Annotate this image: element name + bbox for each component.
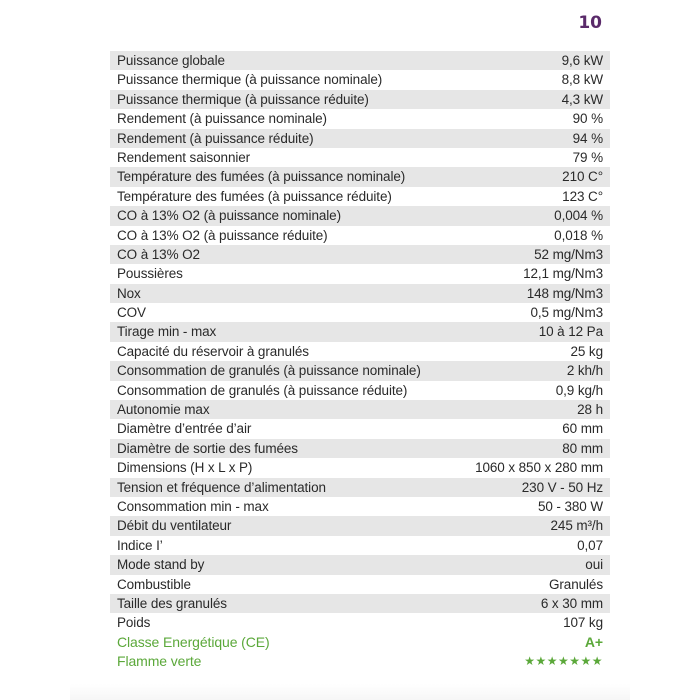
spec-value: 9,6 kW (561, 53, 603, 68)
spec-label: Rendement (à puissance nominale) (117, 111, 327, 127)
spec-label: Puissance globale (117, 53, 225, 68)
spec-row (110, 148, 610, 167)
spec-row (110, 90, 610, 109)
spec-label: Capacité du réservoir à granulés (117, 343, 309, 359)
spec-row (110, 439, 610, 458)
spec-value: 107 kg (563, 615, 603, 631)
model-number: 10 (578, 13, 602, 33)
flamme-verte-row (110, 652, 610, 671)
spec-row (110, 594, 610, 613)
spec-label: Indice I’ (117, 537, 163, 553)
spec-label: Consommation de granulés (à puissance réduite) (117, 382, 408, 398)
spec-value: 25 kg (570, 343, 603, 359)
spec-value: 0,018 % (554, 227, 603, 243)
spec-label: Consommation de granulés (à puissance nominale) (117, 363, 421, 379)
spec-value: 0,9 kg/h (555, 382, 603, 398)
spec-row (110, 400, 610, 419)
spec-value: 0,004 % (554, 208, 603, 224)
spec-value: 12,1 mg/Nm3 (523, 266, 603, 282)
spec-label: Diamètre de sortie des fumées (117, 440, 298, 456)
spec-label: CO à 13% O2 (à puissance nominale) (117, 208, 341, 224)
spec-row (110, 206, 610, 225)
spec-label: Température des fumées (à puissance nominale) (117, 169, 406, 185)
spec-label: Dimensions (H x L x P) (117, 460, 253, 476)
spec-label: Autonomie max (117, 402, 210, 418)
spec-row (110, 167, 610, 186)
spec-label: Diamètre d’entrée d’air (117, 421, 252, 437)
spec-value: 80 mm (562, 440, 603, 456)
spec-value: Granulés (549, 576, 603, 592)
spec-row (110, 536, 610, 555)
spec-row (110, 264, 610, 283)
spec-row (110, 613, 610, 632)
spec-row (110, 109, 610, 128)
spec-value: 28 h (577, 402, 603, 418)
spec-value: 210 C° (562, 169, 603, 185)
spec-row (110, 322, 610, 341)
spec-row (110, 303, 610, 322)
spec-label: Rendement saisonnier (117, 149, 251, 165)
spec-label: Nox (117, 285, 141, 301)
spec-label: Débit du ventilateur (117, 518, 232, 534)
energy-class-value: A+ (584, 633, 603, 650)
spec-label: Taille des granulés (117, 595, 227, 611)
spec-label: Tirage min - max (117, 324, 217, 340)
spec-row (110, 245, 610, 264)
spec-row (110, 187, 610, 206)
spec-label: Mode stand by (117, 557, 205, 573)
spec-row (110, 497, 610, 516)
spec-row (110, 458, 610, 477)
spec-value: 8,8 kW (561, 72, 603, 88)
spec-label: Température des fumées (à puissance réduite) (117, 188, 392, 204)
spec-value: 148 mg/Nm3 (526, 285, 603, 301)
spec-label: Combustible (117, 576, 191, 592)
spec-value: 52 mg/Nm3 (534, 246, 603, 262)
spec-row (110, 70, 610, 89)
spec-label: Puissance thermique (à puissance nominale) (117, 72, 383, 88)
spec-label: Puissance thermique (à puissance réduite) (117, 91, 369, 107)
spec-label: CO à 13% O2 (117, 246, 200, 262)
energy-class-row (110, 633, 610, 652)
flamme-verte-stars: ★★★★★★★ (524, 654, 603, 669)
spec-value: 245 m³/h (550, 518, 603, 534)
spec-value: 230 V - 50 Hz (521, 479, 603, 495)
spec-label: COV (117, 305, 146, 321)
spec-value: 123 C° (562, 188, 603, 204)
spec-row (110, 51, 610, 70)
spec-row (110, 342, 610, 361)
spec-label: Poids (117, 615, 151, 631)
spec-row (110, 478, 610, 497)
spec-value: 1060 x 850 x 280 mm (475, 460, 603, 476)
spec-value: 4,3 kW (561, 91, 603, 107)
spec-value: 6 x 30 mm (540, 595, 603, 611)
energy-class-label: Classe Energétique (CE) (117, 633, 270, 650)
spec-label: Poussières (117, 266, 183, 282)
spec-value: 10 à 12 Pa (538, 324, 603, 340)
spec-label: Rendement (à puissance réduite) (117, 130, 314, 146)
spec-row (110, 226, 610, 245)
spec-value: 50 - 380 W (537, 498, 603, 514)
spec-row (110, 516, 610, 535)
spec-value: 79 % (572, 149, 603, 165)
spec-row (110, 555, 610, 574)
spec-row (110, 284, 610, 303)
spec-value: 90 % (572, 111, 603, 127)
spec-label: CO à 13% O2 (à puissance réduite) (117, 227, 328, 243)
spec-table (110, 51, 610, 672)
spec-label: Tension et fréquence d’alimentation (117, 479, 326, 495)
spec-value: 60 mm (562, 421, 603, 437)
spec-value: 94 % (572, 130, 603, 146)
spec-value: 2 kh/h (566, 363, 603, 379)
bottom-strip (70, 684, 630, 700)
spec-row (110, 361, 610, 380)
spec-value: 0,07 (577, 537, 603, 553)
spec-value: 0,5 mg/Nm3 (530, 305, 603, 321)
spec-row (110, 419, 610, 438)
spec-row (110, 381, 610, 400)
spec-row (110, 575, 610, 594)
spec-label: Consommation min - max (117, 498, 269, 514)
spec-row (110, 129, 610, 148)
spec-value: oui (585, 557, 603, 573)
flamme-verte-label: Flamme verte (117, 653, 202, 670)
